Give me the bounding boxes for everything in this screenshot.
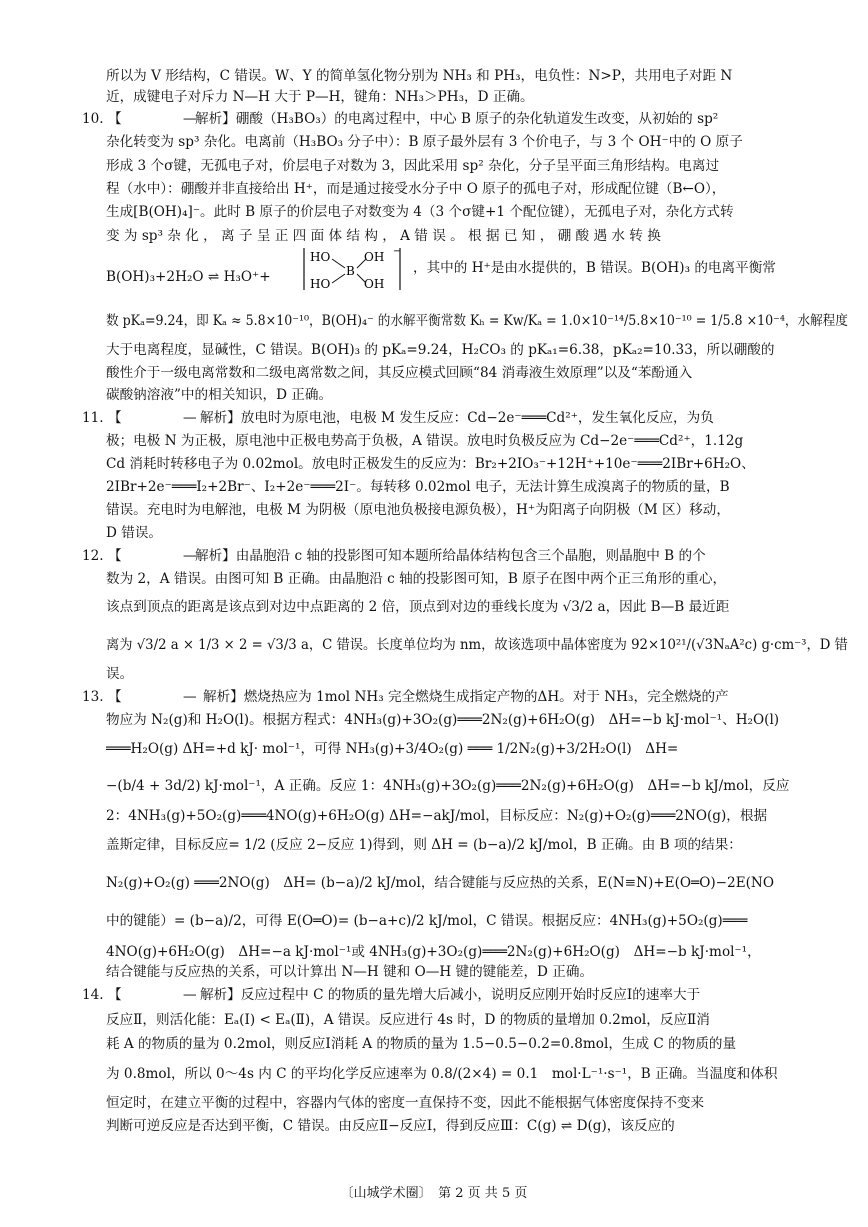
- text-line: 生成[B(OH)₄]⁻。此时 B 原子的价层电子对数变为 4（3 个σ键+1 个配位键），无孤电子对，杂化方式转: [106, 204, 734, 220]
- text-line: 物应为 N₂(g)和 H₂O(l)。根据方程式：4NH₃(g)+3O₂(g)═══2N₂(g)+6H₂O(g) ΔH=−b kJ·mol⁻¹、H₂O(l): [106, 712, 780, 728]
- boron-tetrahydroxide-structure: [300, 246, 405, 292]
- text-line: 2：4NH₃(g)+5O₂(g)═══4NO(g)+6H₂O(g) ΔH=−akJ/mol，目标反应：N₂(g)+O₂(g)═══2NO(g)，根据: [106, 808, 768, 824]
- text-line: 解析】硼酸（H₃BO₃）的电离过程中，中心 B 原子的杂化轨道发生改变，从初始的 sp²: [195, 111, 719, 127]
- text-line: 为 0.8mol，所以 0～4s 内 C 的平均化学反应速率为 0.8/(2×4) = 0.1 mol·L⁻¹·s⁻¹，B 正确。当温度和体积: [106, 1066, 778, 1082]
- structure-charge: −: [393, 246, 402, 257]
- question-number: 11.: [82, 410, 104, 426]
- text-line: 近，成键电子对斥力 N—H 大于 P—H，键角：NH₃＞PH₃，D 正确。: [106, 89, 534, 105]
- text-line: 数为 2，A 错误。由图可知 B 正确。由晶胞沿 c 轴的投影图可知，B 原子在图中两个正三角形的重心，: [106, 571, 727, 587]
- answer-dash: —: [183, 987, 197, 1003]
- text-line: 判断可逆反应是否达到平衡，C 错误。由反应Ⅱ−反应Ⅰ，得到反应Ⅲ：C(g) ⇌ D(g)，该反应的: [106, 1118, 675, 1134]
- text-line: B(OH)₃+2H₂O ⇌ H₃O⁺+: [106, 269, 271, 285]
- text-line: 反应Ⅱ，则活化能：Eₐ(Ⅰ) < Eₐ(Ⅱ)，A 错误。反应进行 4s 时，D 的物质的量增加 0.2mol，反应Ⅱ消: [106, 1012, 710, 1028]
- text-line: 极；电极 N 为正极，原电池中正极电势高于负极，A 错误。放电时负极反应为 Cd−2e⁻═══Cd²⁺，1.12g: [106, 433, 744, 449]
- text-line: ，其中的 H⁺是由水提供的，B 错误。B(OH)₃ 的电离平衡常: [413, 260, 776, 276]
- text-line: 酸性介于一级电离常数和二级电离常数之间，其反应模式回顾“84 消毒液生效原理”以及“苯酚通入: [106, 365, 693, 381]
- text-line: 错误。充电时为电解池，电极 M 为阴极（原电池负极接电源负极），H⁺为阳离子向阴极（M 区）移动，: [106, 502, 730, 518]
- text-line: 程（水中）：硼酸并非直接给出 H⁺，而是通过接受水分子中 O 原子的孤电子对，形成配位键（B←O），: [106, 181, 726, 197]
- structure-oh-top: OH: [364, 250, 385, 264]
- text-line: 解析】由晶胞沿 c 轴的投影图可知本题所给晶体结构包含三个晶胞，则晶胞中 B 的个: [195, 548, 706, 564]
- answer-dash: —: [183, 111, 197, 127]
- answer-bracket: 【: [108, 410, 122, 426]
- text-line: ═══H₂O(g) ΔH=+d kJ· mol⁻¹，可得 NH₃(g)+3/4O₂(g) ═══ 1/2N₂(g)+3/2H₂O(l) ΔH=: [106, 741, 679, 757]
- text-line: 解析】燃烧热应为 1mol NH₃ 完全燃烧生成指定产物的ΔH。对于 NH₃，完全燃烧的产: [203, 689, 729, 705]
- text-line: Cd 消耗时转移电子为 0.02mol。放电时正极发生的反应为：Br₂+2IO₃⁻+12H⁺+10e⁻═══2IBr+6H₂O、: [106, 456, 755, 472]
- text-line: 盖斯定律，目标反应= 1/2 (反应 2−反应 1)得到，则 ΔH = (b−a)/2 kJ/mol，B 正确。由 B 项的结果：: [106, 837, 742, 853]
- text-line: D 错误。: [106, 525, 163, 541]
- structure-ho-top: HO: [310, 250, 331, 264]
- structure-boron: B: [346, 264, 355, 278]
- text-line: 所以为 V 形结构，C 错误。W、Y 的简单氢化物分别为 NH₃ 和 PH₃，电负性：N>P，共用电子对距 N: [106, 68, 733, 84]
- text-line: −(b/4 + 3d/2) kJ·mol⁻¹，A 正确。反应 1：4NH₃(g)+3O₂(g)═══2N₂(g)+6H₂O(g) ΔH=−b kJ/mol，反应: [106, 778, 790, 794]
- answer-bracket: 【: [108, 689, 122, 705]
- text-line: 中的键能）= (b−a)/2，可得 E(O═O)= (b−a+c)/2 kJ/mol，C 错误。根据反应：4NH₃(g)+5O₂(g)═══: [106, 913, 748, 929]
- question-number: 14.: [82, 987, 104, 1003]
- text-line: 2IBr+2e⁻═══I₂+2Br⁻、I₂+2e⁻═══2I⁻。每转移 0.02mol 电子，无法计算生成溴离子的物质的量，B: [106, 479, 730, 495]
- text-line: 数 pKₐ=9.24，即 Kₐ ≈ 5.8×10⁻¹⁰，B(OH)₄⁻ 的水解平衡常数 Kₕ = Kw/Kₐ = 1.0×10⁻¹⁴/5.8×10⁻¹⁰ = 1/5.8 ×10⁻⁴，水解程度: [106, 313, 848, 329]
- text-line: 碳酸钠溶液”中的相关知识，D 正确。: [106, 387, 333, 403]
- page-footer: 〔山城学术圈〕 第 2 页 共 5 页: [340, 1186, 528, 1201]
- answer-bracket: 【: [108, 111, 122, 127]
- text-line: 变 为 sp³ 杂 化 ， 离 子 呈 正 四 面 体 结 构 ， A 错 误 。 根 据 已 知 ， 硼 酸 遇 水 转 换: [106, 228, 661, 244]
- question-number: 13.: [82, 689, 104, 705]
- structure-ho-bottom: HO: [310, 277, 331, 291]
- text-line: 该点到顶点的距离是该点到对边中点距离的 2 倍，顶点到对边的垂线长度为 √3/2 a，因此 B—B 最近距: [106, 599, 730, 615]
- text-line: 恒定时，在建立平衡的过程中，容器内气体的密度一直保持不变，因此不能根据气体密度保持不变来: [106, 1095, 705, 1111]
- text-line: 解析】放电时为原电池，电极 M 发生反应：Cd−2e⁻═══Cd²⁺，发生氧化反应，为负: [200, 410, 714, 426]
- text-line: 结合键能与反应热的关系，可以计算出 N—H 键和 O—H 键的键能差，D 正确。: [106, 964, 594, 980]
- answer-dash: —: [183, 548, 197, 564]
- text-line: 耗 A 的物质的量为 0.2mol，则反应Ⅰ消耗 A 的物质的量为 1.5−0.5−0.2=0.8mol，生成 C 的物质的量: [106, 1036, 737, 1052]
- text-line: 4NO(g)+6H₂O(g) ΔH=−a kJ·mol⁻¹或 4NH₃(g)+3O₂(g)═══2N₂(g)+6H₂O(g) ΔH=−b kJ·mol⁻¹，: [106, 944, 761, 960]
- structure-oh-bottom: OH: [364, 277, 385, 291]
- question-number: 12.: [82, 548, 104, 564]
- text-line: 形成 3 个σ键，无孤电子对，价层电子对数为 3，因此采用 sp² 杂化，分子呈平面三角形结构。电离过: [106, 158, 720, 174]
- answer-dash: —: [183, 410, 197, 426]
- answer-dash: —: [183, 689, 197, 705]
- answer-bracket: 【: [108, 987, 122, 1003]
- text-line: 杂化转变为 sp³ 杂化。电离前（H₃BO₃ 分子中）：B 原子最外层有 3 个价电子，与 3 个 OH⁻中的 O 原子: [106, 134, 743, 150]
- text-line: 离为 √3/2 a × 1/3 × 2 = √3/3 a，C 错误。长度单位均为 nm，故该选项中晶体密度为 92×10²¹/(√3NₐA²c) g·cm⁻³，D 错: [106, 637, 848, 653]
- question-number: 10.: [82, 111, 104, 127]
- text-line: 误。: [106, 666, 134, 682]
- answer-bracket: 【: [108, 548, 122, 564]
- text-line: N₂(g)+O₂(g) ═══2NO(g) ΔH= (b−a)/2 kJ/mol，结合键能与反应热的关系，E(N≡N)+E(O═O)−2E(NO: [106, 875, 774, 891]
- text-line: 解析】反应过程中 C 的物质的量先增大后减小，说明反应刚开始时反应Ⅰ的速率大于: [200, 987, 701, 1003]
- text-line: 大于电离程度，显碱性，C 错误。B(OH)₃ 的 pKₐ=9.24，H₂CO₃ 的 pKₐ₁=6.38，pKₐ₂=10.33，所以硼酸的: [106, 342, 775, 358]
